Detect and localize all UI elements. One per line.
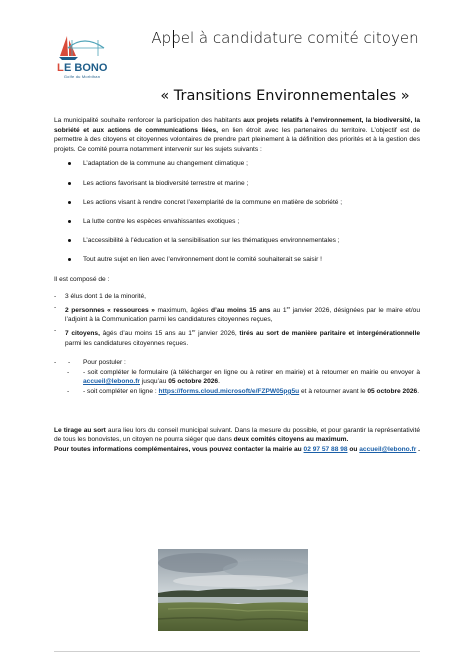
option1-date: 05 octobre 2026: [168, 378, 219, 386]
contact-bold-1: Pour toutes informations complémentaires, vous pouvez contacter la mairie au: [54, 445, 304, 453]
option2-text-2: et à retourner avant le: [299, 387, 368, 395]
citizens-text-2: janvier 2026,: [195, 330, 240, 338]
tirage-bold-1: Le tirage au sort: [54, 426, 106, 434]
option2-text-3: .: [417, 387, 420, 395]
list-item: Tout autre sujet en lien avec l’environnement dont le comité souhaiterait se saisir !: [54, 255, 420, 265]
bridge-boat-logo-icon: [54, 30, 110, 74]
resources-bold-1: 2 personnes « ressources »: [65, 306, 155, 314]
resources-text-3: janvier 2026, désignées par le maire et/ou l’adjoint à la Communication parmi les candidatures citoyennes reçues,: [65, 306, 421, 324]
citizens-text-3: parmi les candidatures citoyennes reçues.: [65, 339, 189, 347]
footer-divider: [54, 651, 420, 652]
composition-list: [54, 292, 421, 395]
list-item: Les actions favorisant la biodiversité terrestre et marine ;: [54, 179, 420, 189]
contact-bold-2: ou: [347, 445, 360, 453]
landscape-image-icon: [158, 549, 308, 631]
svg-text:L: L: [57, 62, 64, 74]
svg-text:E BONO: E BONO: [64, 62, 108, 74]
intro-paragraph: [54, 116, 420, 154]
option1-text-2: jusqu’au: [140, 378, 169, 386]
composition-elus: - 3 élus dont 1 de la minorité,: [54, 292, 420, 302]
intro-bold: aux projets relatifs à l’environnement, la biodiversité, la sobriété et aux actions de communications liées,: [54, 117, 421, 134]
tirage-bold-2: deux comités citoyens au maximum.: [233, 436, 349, 444]
option2-date: 05 octobre 2026: [367, 387, 418, 395]
composition-resources: [54, 303, 420, 325]
citizens-bold-1: 7 citoyens,: [65, 330, 100, 338]
resources-sup: er: [286, 304, 291, 310]
composition-heading: Il est composé de :: [54, 275, 110, 283]
list-item: L’adaptation de la commune au changement climatique ;: [54, 159, 420, 169]
resources-bold-2: d’au moins 15 ans: [210, 306, 271, 314]
contact-paragraph: [54, 445, 420, 455]
page-subtitle: « Transitions Environnementales »: [160, 88, 410, 104]
phone-link[interactable]: 02 97 57 88 98: [303, 445, 348, 453]
tirage-paragraph: [54, 426, 420, 445]
contact-email-link[interactable]: accueil@lebono.fr: [359, 445, 417, 453]
lebono-logo: [54, 30, 110, 82]
form-url-link[interactable]: https://forms.cloud.microsoft/e/FZPW05pg5u: [158, 387, 300, 395]
apply-label: [54, 358, 420, 396]
apply-list: [54, 358, 420, 396]
citizens-text-1: âgés d’au moins 15 ans au 1: [99, 330, 192, 338]
composition-empty-item: [54, 358, 420, 395]
apply-options: [83, 368, 420, 397]
contact-bold-3: .: [416, 445, 420, 453]
apply-label-text: Pour postuler :: [83, 359, 126, 367]
marsh-landscape-photo: [158, 549, 308, 631]
logo-caption: Golfe du Morbihan: [63, 74, 101, 79]
topics-list: [54, 159, 420, 265]
citizens-sup: er: [191, 328, 196, 334]
option1-text-1: - soit compléter le formulaire (à télécharger en ligne ou à retirer en mairie) et à retourner en mairie ou envoyer à: [83, 368, 420, 376]
list-item: La lutte contre les espèces envahissantes exotiques ;: [54, 217, 420, 227]
list-item: L’accessibilité à l’éducation et la sensibilisation sur les thématiques environnementales ;: [54, 236, 420, 246]
option1-text-3: .: [218, 378, 220, 386]
page-title: Appel à candidature comité citoyen: [151, 29, 419, 47]
option2-text-1: - soit compléter en ligne :: [83, 387, 159, 395]
resources-text-2: au 1: [270, 306, 287, 314]
document-body: [54, 116, 420, 454]
tirage-text: aura lieu lors du conseil municipal suivant. Dans la mesure du possible, et pour garantir la représentativité de tous les bonovistes, un citoyen ne pourra siéger que dans: [54, 426, 420, 444]
apply-option-online: [67, 387, 420, 397]
apply-option-form: [67, 368, 420, 387]
email-link[interactable]: accueil@lebono.fr: [83, 378, 140, 386]
citizens-bold-2: tirés au sort de manière paritaire et intergénérationnelle: [239, 330, 420, 338]
list-item: Les actions visant à rendre concret l’exemplarité de la commune en matière de sobriété ;: [54, 198, 420, 208]
resources-text-1: maximum, âgées: [154, 306, 211, 314]
intro-text-2: en lien étroit avec les partenaires du territoire. L’objectif est de permettre à des citoyens et citoyennes volontaires de prendre part pleinement à la définition des priorités et à la gestion des projets. Ce comité pourra notamment intervenir sur les sujets suivants :: [54, 126, 420, 153]
composition-citizens: [54, 326, 420, 348]
intro-text-1: La municipalité souhaite renforcer la participation des habitants: [54, 117, 244, 124]
